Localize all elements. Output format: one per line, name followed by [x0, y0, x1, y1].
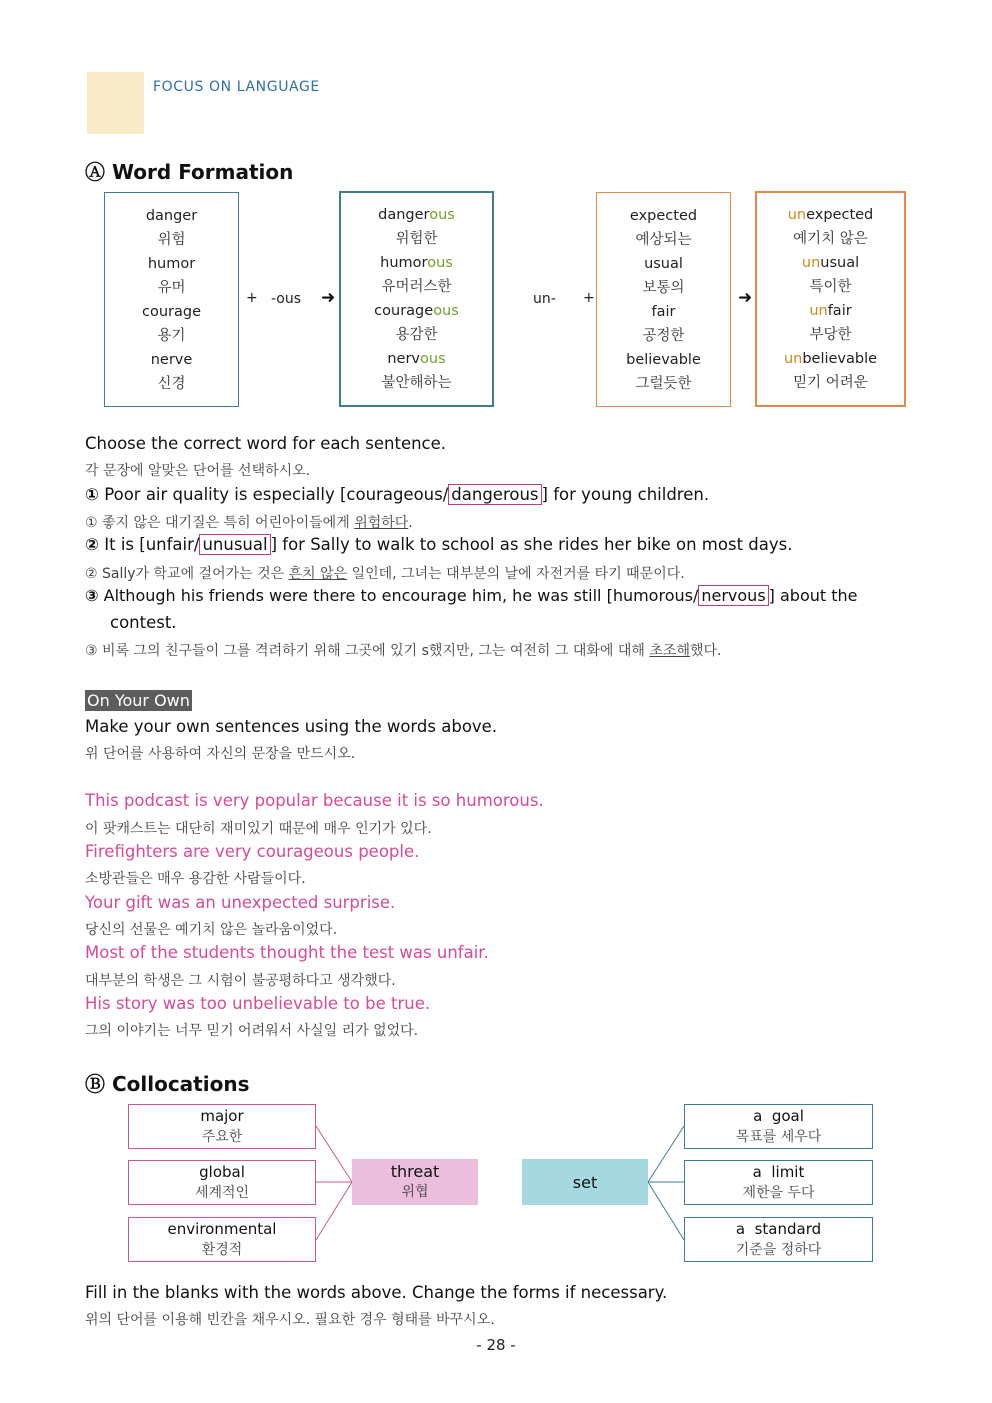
base-adjective: fair: [651, 303, 676, 320]
adjective-ko: 용감한: [395, 327, 438, 343]
collocation-word: major: [200, 1106, 244, 1125]
selected-answer: dangerous: [448, 484, 541, 505]
sample-sentence: Firefighters are very courageous people.: [85, 842, 420, 861]
base-noun-ko: 신경: [157, 375, 186, 392]
base-adjective-ko: 공정한: [642, 327, 685, 344]
base-noun-ko: 용기: [157, 327, 186, 344]
choose-instruction: Choose the correct word for each sentence.: [85, 434, 447, 453]
plus-sign: +: [583, 290, 595, 306]
base-noun: humor: [147, 255, 196, 272]
negative-adjective-ko: 특이한: [809, 279, 852, 295]
question-1-ko: ① 좋지 않은 대기질은 특히 어린아이들에게 위험하다.: [85, 515, 413, 531]
question-1: ① Poor air quality is especially [courageous/ dangerous ] for young children.: [85, 485, 710, 504]
base-noun-ko: 유머: [157, 279, 186, 296]
on-your-own-label: On Your Own: [87, 691, 190, 710]
collocation-word-ko: 환경적: [201, 1241, 243, 1258]
collocation-left-box: [128, 1104, 316, 1149]
collocations-title: Ⓑ Collocations: [85, 1072, 250, 1096]
word-formation-title: Ⓐ Word Formation: [85, 160, 294, 184]
negative-adjective: unexpected: [787, 207, 874, 223]
adjective: dangerous: [378, 207, 455, 223]
collocation-right-box: [684, 1217, 873, 1262]
own-instruction-ko: 위 단어를 사용하여 자신의 문장을 만드시오.: [85, 746, 356, 762]
base-adjective: usual: [644, 255, 683, 272]
question-2: ② It is [unfair/ unusual ] for Sally to walk to school as she rides her bike on most days.: [85, 535, 793, 554]
base-adjective-ko: 예상되는: [635, 231, 692, 248]
base-adjective-ko: 그럴듯한: [635, 375, 692, 392]
collocation-threat-box: [352, 1159, 478, 1205]
negative-adjective-ko: 부당한: [809, 327, 852, 343]
connector-line: [648, 1126, 684, 1182]
sample-sentence: Your gift was an unexpected surprise.: [85, 893, 396, 912]
sample-sentence-ko: 소방관들은 매우 용감한 사람들이다.: [85, 871, 306, 887]
question-3-ko: ③ 비록 그의 친구들이 그를 격려하기 위해 그곳에 있기 s했지만, 그는 여전히 그 대화에 대해 초조해했다.: [85, 643, 722, 659]
collocation-head-word: set: [572, 1172, 598, 1192]
collocation-word-ko: 목표를 세우다: [735, 1128, 822, 1145]
negative-adjective-ko: 믿기 어려운: [793, 375, 868, 391]
choose-instruction-ko: 각 문장에 알맞은 단어를 선택하시오.: [85, 463, 311, 479]
base-adjective: expected: [629, 207, 698, 224]
collocation-head-word-ko: 위협: [401, 1184, 429, 1200]
collocation-head-word: threat: [390, 1162, 440, 1181]
sample-sentence: Most of the students thought the test was unfair.: [85, 943, 489, 962]
arrow-icon: ➜: [738, 288, 753, 308]
sample-sentence: His story was too unbelievable to be true.: [85, 994, 431, 1013]
sample-sentence: This podcast is very popular because it is so humorous.: [85, 791, 544, 810]
collocation-set-box: [522, 1159, 648, 1205]
connector-line: [316, 1182, 352, 1240]
sample-sentence-ko: 이 팟캐스트는 대단히 재미있기 때문에 매우 인기가 있다.: [85, 821, 432, 837]
page-number: - 28 -: [476, 1336, 516, 1354]
collocation-word-ko: 세계적인: [194, 1184, 250, 1201]
adjective-ko: 위험한: [395, 231, 438, 247]
negative-adjective: unusual: [801, 255, 860, 271]
collocation-word-ko: 제한을 두다: [742, 1184, 815, 1201]
sample-sentence-ko: 대부분의 학생은 그 시험이 불공평하다고 생각했다.: [85, 973, 396, 989]
suffix-ous: -ous: [271, 291, 302, 307]
selected-answer: nervous: [698, 585, 768, 606]
section-header: FOCUS ON LANGUAGE: [153, 79, 320, 95]
collocation-right-box: [684, 1160, 873, 1205]
base-adjective-ko: 보통의: [642, 279, 685, 296]
adjective-ko: 유머러스한: [381, 279, 452, 295]
connector-line: [316, 1126, 352, 1182]
sample-sentence-ko: 당신의 선물은 예기치 않은 놀라움이었다.: [85, 922, 338, 938]
question-3-continuation: contest.: [110, 613, 177, 632]
question-3: ③ Although his friends were there to encourage him, he was still [humorous/ nervous ] about the: [85, 586, 858, 605]
base-noun: nerve: [150, 351, 193, 368]
collocation-word: a limit: [752, 1162, 805, 1181]
collocation-word: a standard: [735, 1219, 822, 1238]
negative-adjective-ko: 예기치 않은: [793, 231, 868, 247]
adjective: humorous: [380, 255, 453, 271]
collocation-word: a goal: [753, 1106, 804, 1125]
fill-instruction-ko: 위의 단어를 이용해 빈칸을 채우시오. 필요한 경우 형태를 바꾸시오.: [85, 1312, 495, 1328]
question-2-ko: ② Sally가 학교에 걸어가는 것은 흔치 않은 일인데, 그녀는 대부분의 날에 자전거를 타기 때문이다.: [85, 566, 685, 582]
adjective: courageous: [374, 303, 459, 319]
collocation-right-box: [684, 1104, 873, 1149]
prefix-un: un-: [533, 291, 556, 307]
collocation-word-ko: 기준을 정하다: [735, 1241, 822, 1258]
base-noun-ko: 위험: [157, 231, 186, 248]
collocation-left-box: [128, 1217, 316, 1262]
negative-adjective: unbelievable: [783, 351, 878, 367]
negative-adjective: unfair: [809, 303, 852, 319]
collocation-word: global: [199, 1162, 245, 1181]
own-instruction: Make your own sentences using the words above.: [85, 717, 498, 736]
connector-line: [648, 1182, 684, 1240]
adjective-ko: 불안해하는: [381, 375, 452, 391]
sample-sentence-ko: 그의 이야기는 너무 믿기 어려워서 사실일 리가 없었다.: [85, 1023, 419, 1039]
collocation-word: environmental: [167, 1219, 277, 1238]
base-noun: danger: [145, 207, 198, 224]
arrow-icon: ➜: [321, 288, 336, 308]
plus-sign: +: [246, 290, 258, 306]
selected-answer: unusual: [199, 534, 270, 555]
fill-instruction: Fill in the blanks with the words above. Change the forms if necessary.: [85, 1283, 668, 1302]
collocation-word-ko: 주요한: [201, 1128, 243, 1145]
collocation-left-box: [128, 1160, 316, 1205]
base-adjective: believable: [626, 351, 701, 368]
base-noun: courage: [141, 303, 201, 320]
adjective: nervous: [387, 351, 446, 367]
